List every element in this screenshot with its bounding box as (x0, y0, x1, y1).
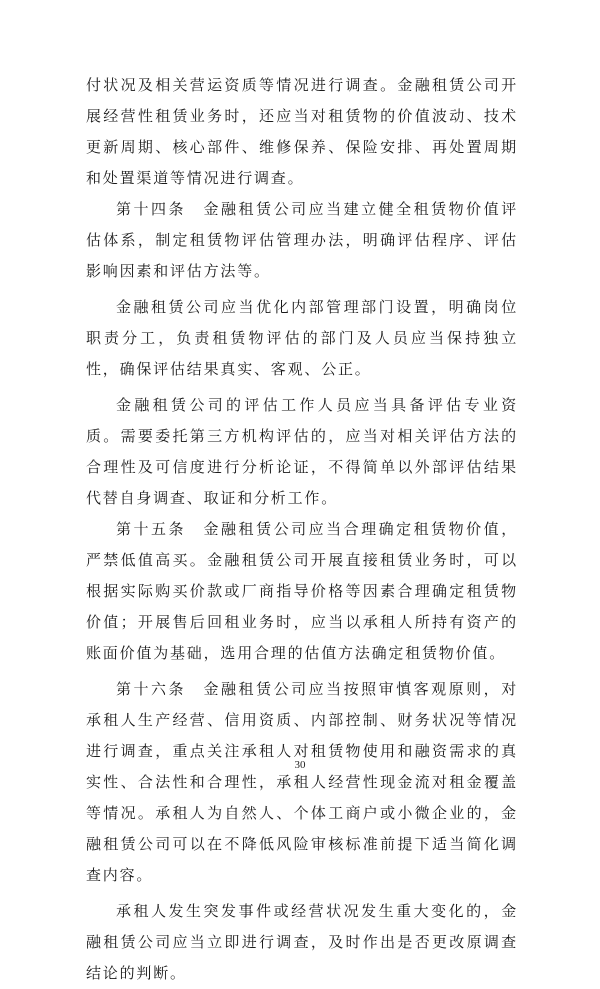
paragraph-valuation-qualification: 金融租赁公司的评估工作人员应当具备评估专业资质。需要委托第三方机构评估的，应当对相关评估方法的合理性及可信度进行分析论证，不得简单以外部评估结果代替自身调查、取证和分析工作。 (86, 396, 518, 507)
paragraph-article-15: 第十五条 金融租赁公司应当合理确定租赁物价值，严禁低值高买。金融租赁公司开展直接租赁业务时，可以根据实际购买价款或厂商指导价格等因素合理确定租赁物价值；开展售后回租业务时，应当以承租人所持有资产的账面价值为基础，选用合理的估值方法确定租赁物价值。 (86, 520, 518, 662)
paragraph-article-14: 第十四条 金融租赁公司应当建立健全租赁物价值评估体系，制定租赁物评估管理办法，明确评估程序、评估影响因素和评估方法等。 (86, 200, 518, 280)
page-number: 30 (294, 759, 306, 771)
paragraph-valuation-independence: 金融租赁公司应当优化内部管理部门设置，明确岗位职责分工，负责租赁物评估的部门及人员应当保持独立性，确保评估结果真实、客观、公正。 (86, 298, 518, 378)
paragraph-continuation: 付状况及相关营运资质等情况进行调查。金融租赁公司开展经营性租赁业务时，还应当对租赁物的价值波动、技术更新周期、核心部件、维修保养、保险安排、再处置周期和处置渠道等情况进行调查。 (86, 76, 518, 187)
paragraph-lessee-change: 承租人发生突发事件或经营状况发生重大变化的，金融租赁公司应当立即进行调查，及时作出是否更改原调查结论的判断。 (86, 902, 518, 982)
paragraph-article-16: 第十六条 金融租赁公司应当按照审慎客观原则，对承租人生产经营、信用资质、内部控制、财务状况等情况进行调查，重点关注承租人对租赁物使用和融资需求的真实性、合法性和合理性，承租人经营性现金流对租金覆盖等情况。承租人为自然人、个体工商户或小微企业的，金融租赁公司可以在不降低风险审核标准前提下适当简化调查内容。 (86, 680, 518, 884)
document-body (86, 70, 518, 989)
